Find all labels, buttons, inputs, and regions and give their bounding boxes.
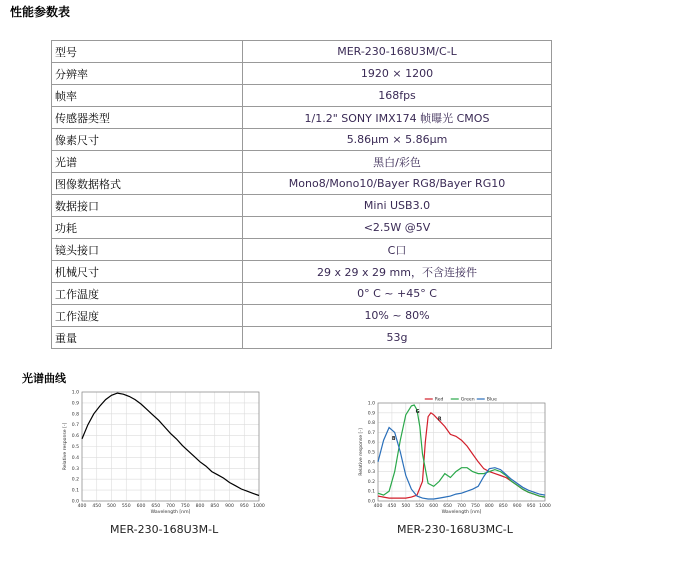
y-tick-label: 0.2 (71, 477, 79, 483)
color-spectral-chart (360, 388, 555, 516)
y-tick-label: 0.4 (367, 460, 375, 466)
x-tick-label: 1000 (253, 504, 265, 509)
y-tick-label: 0.2 (367, 479, 375, 485)
y-tick-label: 0.0 (71, 499, 79, 505)
spec-value: C口 (243, 239, 552, 261)
y-tick-label: 1.0 (367, 401, 375, 407)
x-tick-label: 450 (92, 504, 102, 509)
spec-key: 分辨率 (52, 63, 243, 85)
spec-key: 型号 (52, 41, 243, 63)
spec-value: Mono8/Mono10/Bayer RG8/Bayer RG10 (243, 173, 552, 195)
table-row (52, 151, 552, 173)
spec-value: MER-230-168U3M/C-L (243, 41, 552, 63)
spec-value: 53g (243, 327, 552, 349)
table-row (52, 85, 552, 107)
spec-value: 168fps (243, 85, 552, 107)
x-tick-label: 850 (498, 504, 508, 509)
spec-value: 黑白/彩色 (243, 151, 552, 173)
spec-value: 1/1.2" SONY IMX174 帧曝光 CMOS (243, 107, 552, 129)
y-tick-label: 0.7 (71, 423, 79, 429)
x-tick-label: 900 (512, 504, 522, 509)
y-tick-label: 0.0 (367, 499, 375, 505)
color-chart-caption: MER-230-168U3MC-L (397, 523, 513, 536)
y-axis-label: Relative response [-] (359, 428, 364, 476)
y-tick-label: 0.3 (367, 470, 375, 476)
y-axis-label: Relative response [-] (63, 422, 68, 471)
y-tick-label: 0.4 (71, 455, 79, 461)
annotation-label: B (391, 437, 396, 443)
x-tick-label: 650 (443, 504, 452, 509)
table-row (52, 195, 552, 217)
y-tick-label: 0.9 (367, 411, 375, 417)
x-tick-label: 550 (121, 504, 131, 509)
spec-value: 29 x 29 x 29 mm，不含连接件 (243, 261, 552, 283)
y-tick-label: 0.6 (367, 440, 375, 446)
spec-key: 光谱 (52, 151, 243, 173)
y-tick-label: 0.9 (71, 401, 79, 407)
section-heading: 光谱曲线 (22, 372, 66, 385)
y-tick-label: 0.6 (71, 434, 79, 440)
x-tick-label: 400 (77, 504, 87, 509)
spec-key: 工作湿度 (52, 305, 243, 327)
spec-key: 工作温度 (52, 283, 243, 305)
x-tick-label: 600 (136, 504, 146, 509)
mono-chart-caption: MER-230-168U3M-L (110, 523, 219, 536)
table-row (52, 239, 552, 261)
x-tick-label: 750 (471, 504, 480, 509)
table-row (52, 261, 552, 283)
y-tick-label: 1.0 (71, 390, 79, 396)
spec-key: 数据接口 (52, 195, 243, 217)
spec-value: 0° C ~ +45° C (243, 283, 552, 305)
table-row (52, 107, 552, 129)
spec-key: 功耗 (52, 217, 243, 239)
y-tick-label: 0.5 (367, 450, 375, 456)
x-tick-label: 500 (107, 504, 116, 509)
legend-label: Blue (486, 397, 497, 403)
x-tick-label: 1000 (539, 504, 551, 509)
y-tick-label: 0.1 (71, 488, 79, 494)
x-axis-label: Wavelength [nm] (441, 510, 482, 515)
legend-label: Red (434, 397, 444, 403)
annotation-label: G (415, 409, 420, 415)
x-tick-label: 700 (457, 504, 466, 509)
y-tick-label: 0.7 (367, 430, 375, 436)
spec-key: 帧率 (52, 85, 243, 107)
x-tick-label: 850 (210, 504, 220, 509)
x-tick-label: 750 (180, 504, 190, 509)
x-tick-label: 650 (151, 504, 161, 509)
spec-value: 5.86μm × 5.86μm (243, 129, 552, 151)
table-row (52, 173, 552, 195)
legend-label: Green (460, 397, 475, 403)
spec-table (51, 40, 552, 349)
table-row (52, 283, 552, 305)
x-tick-label: 450 (387, 504, 397, 509)
spec-value: 10% ~ 80% (243, 305, 552, 327)
y-tick-label: 0.8 (367, 421, 375, 427)
table-row (52, 305, 552, 327)
mono-spectral-chart (60, 386, 270, 516)
table-row (52, 129, 552, 151)
y-tick-label: 0.1 (367, 489, 375, 495)
table-row (52, 217, 552, 239)
x-tick-label: 950 (526, 504, 536, 509)
x-tick-label: 950 (239, 504, 249, 509)
x-tick-label: 800 (195, 504, 205, 509)
spec-key: 机械尺寸 (52, 261, 243, 283)
spec-value: Mini USB3.0 (243, 195, 552, 217)
spec-key: 镜头接口 (52, 239, 243, 261)
spec-key: 重量 (52, 327, 243, 349)
table-row (52, 327, 552, 349)
spec-key: 图像数据格式 (52, 173, 243, 195)
x-tick-label: 600 (429, 504, 439, 509)
table-row (52, 41, 552, 63)
y-tick-label: 0.5 (71, 445, 79, 450)
x-tick-label: 700 (166, 504, 175, 509)
x-tick-label: 500 (401, 504, 411, 509)
x-tick-label: 400 (373, 504, 383, 509)
y-tick-label: 0.8 (71, 412, 79, 418)
y-tick-label: 0.3 (71, 466, 79, 472)
table-row (52, 63, 552, 85)
spec-key: 传感器类型 (52, 107, 243, 129)
spec-key: 像素尺寸 (52, 129, 243, 151)
spec-value: 1920 × 1200 (243, 63, 552, 85)
x-tick-label: 900 (225, 504, 234, 509)
spec-value: <2.5W @5V (243, 217, 552, 239)
x-tick-label: 550 (415, 504, 425, 509)
page-heading: 性能参数表 (10, 5, 71, 19)
annotation-label: R (437, 417, 442, 423)
x-tick-label: 800 (484, 504, 494, 509)
x-axis-label: Wavelength [nm] (150, 510, 191, 515)
